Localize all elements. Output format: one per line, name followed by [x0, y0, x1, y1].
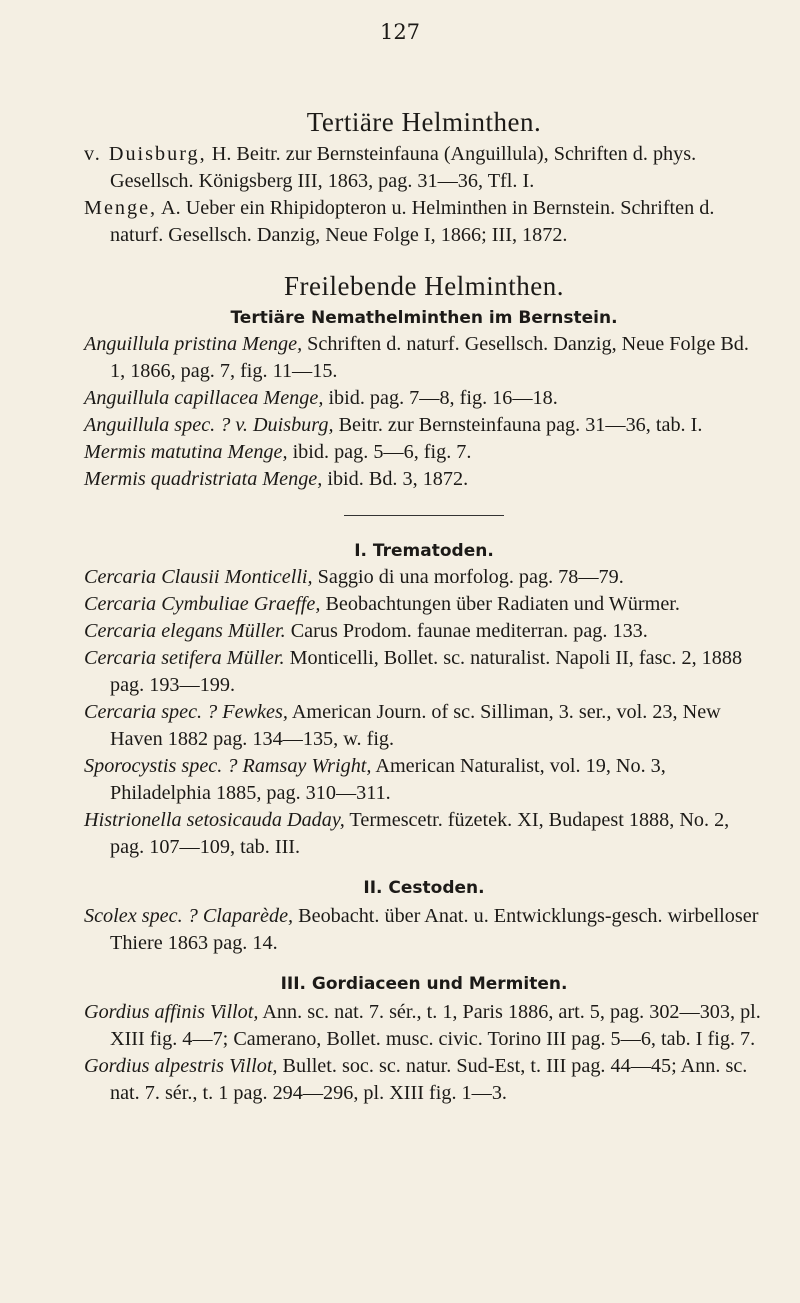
page-number: 127: [379, 20, 421, 44]
bibliography-entry: v. Duisburg, H. Beitr. zur Bernsteinfauna (Anguillula), Schriften d. phys. Gesellsch. Königsberg III, 1863, pag. 31—36, Tfl. I.: [84, 143, 697, 192]
section-title-tertiaere-helminthen: Tertiäre Helminthen.: [306, 107, 542, 137]
species-entry: Cercaria spec. ? Fewkes, American Journ. of sc. Silliman, 3. ser., vol. 23, New Haven 1882 pag. 134—135, w. fig.: [84, 701, 721, 750]
page-content: [84, 105, 764, 1107]
subheading-cestoden: II. Cestoden.: [363, 878, 485, 898]
species-entry: Anguillula spec. ? v. Duisburg, Beitr. zur Bernsteinfauna pag. 31—36, tab. I.: [84, 414, 703, 436]
species-entry: Cercaria elegans Müller. Carus Prodom. faunae mediterran. pag. 133.: [84, 620, 648, 642]
subheading-nemathelminthen: Tertiäre Nemathelminthen im Bernstein.: [230, 308, 618, 328]
species-entry: Gordius alpestris Villot, Bullet. soc. sc. natur. Sud-Est, t. III pag. 44—45; Ann. sc. nat. 7. sér., t. 1 pag. 294—296, pl. XIII fig. 1—3.: [84, 1055, 748, 1104]
bibliography-entry: Menge, A. Ueber ein Rhipidopteron u. Helminthen in Bernstein. Schriften d. naturf. Gesellsch. Danzig, Neue Folge I, 1866; III, 1872.: [84, 197, 715, 246]
section-title-freilebende-helminthen: Freilebende Helminthen.: [284, 271, 564, 301]
species-entry: Cercaria Clausii Monticelli, Saggio di una morfolog. pag. 78—79.: [84, 566, 624, 588]
species-entry: Anguillula pristina Menge, Schriften d. naturf. Gesellsch. Danzig, Neue Folge Bd. 1, 1866, pag. 7, fig. 11—15.: [84, 333, 749, 382]
species-entry: Anguillula capillacea Menge, ibid. pag. 7—8, fig. 16—18.: [84, 387, 558, 409]
species-entry: Mermis matutina Menge, ibid. pag. 5—6, fig. 7.: [84, 441, 472, 463]
species-entry: Cercaria Cymbuliae Graeffe, Beobachtungen über Radiaten und Würmer.: [84, 593, 680, 615]
section-divider: [344, 515, 504, 516]
species-entry: Cercaria setifera Müller. Monticelli, Bollet. sc. naturalist. Napoli II, fasc. 2, 1888 pag. 193—199.: [84, 647, 743, 696]
species-entry: Histrionella setosicauda Daday, Termescetr. füzetek. XI, Budapest 1888, No. 2, pag. 107—109, tab. III.: [84, 809, 730, 858]
species-entry: Mermis quadristriata Menge, ibid. Bd. 3, 1872.: [84, 468, 469, 490]
species-entry: Sporocystis spec. ? Ramsay Wright, American Naturalist, vol. 19, No. 3, Philadelphia 1885, pag. 310—311.: [84, 755, 666, 804]
subheading-gordiaceen: III. Gordiaceen und Mermiten.: [280, 974, 568, 994]
subheading-trematoden: I. Trematoden.: [354, 541, 494, 561]
species-entry: Gordius affinis Villot, Ann. sc. nat. 7. sér., t. 1, Paris 1886, art. 5, pag. 302—303, pl. XIII fig. 4—7; Camerano, Bollet. musc. civic. Torino III pag. 5—6, tab. I fig. 7.: [84, 1001, 761, 1050]
species-entry: Scolex spec. ? Claparède, Beobacht. über Anat. u. Entwicklungs-gesch. wirbelloser Thiere 1863 pag. 14.: [84, 905, 759, 954]
